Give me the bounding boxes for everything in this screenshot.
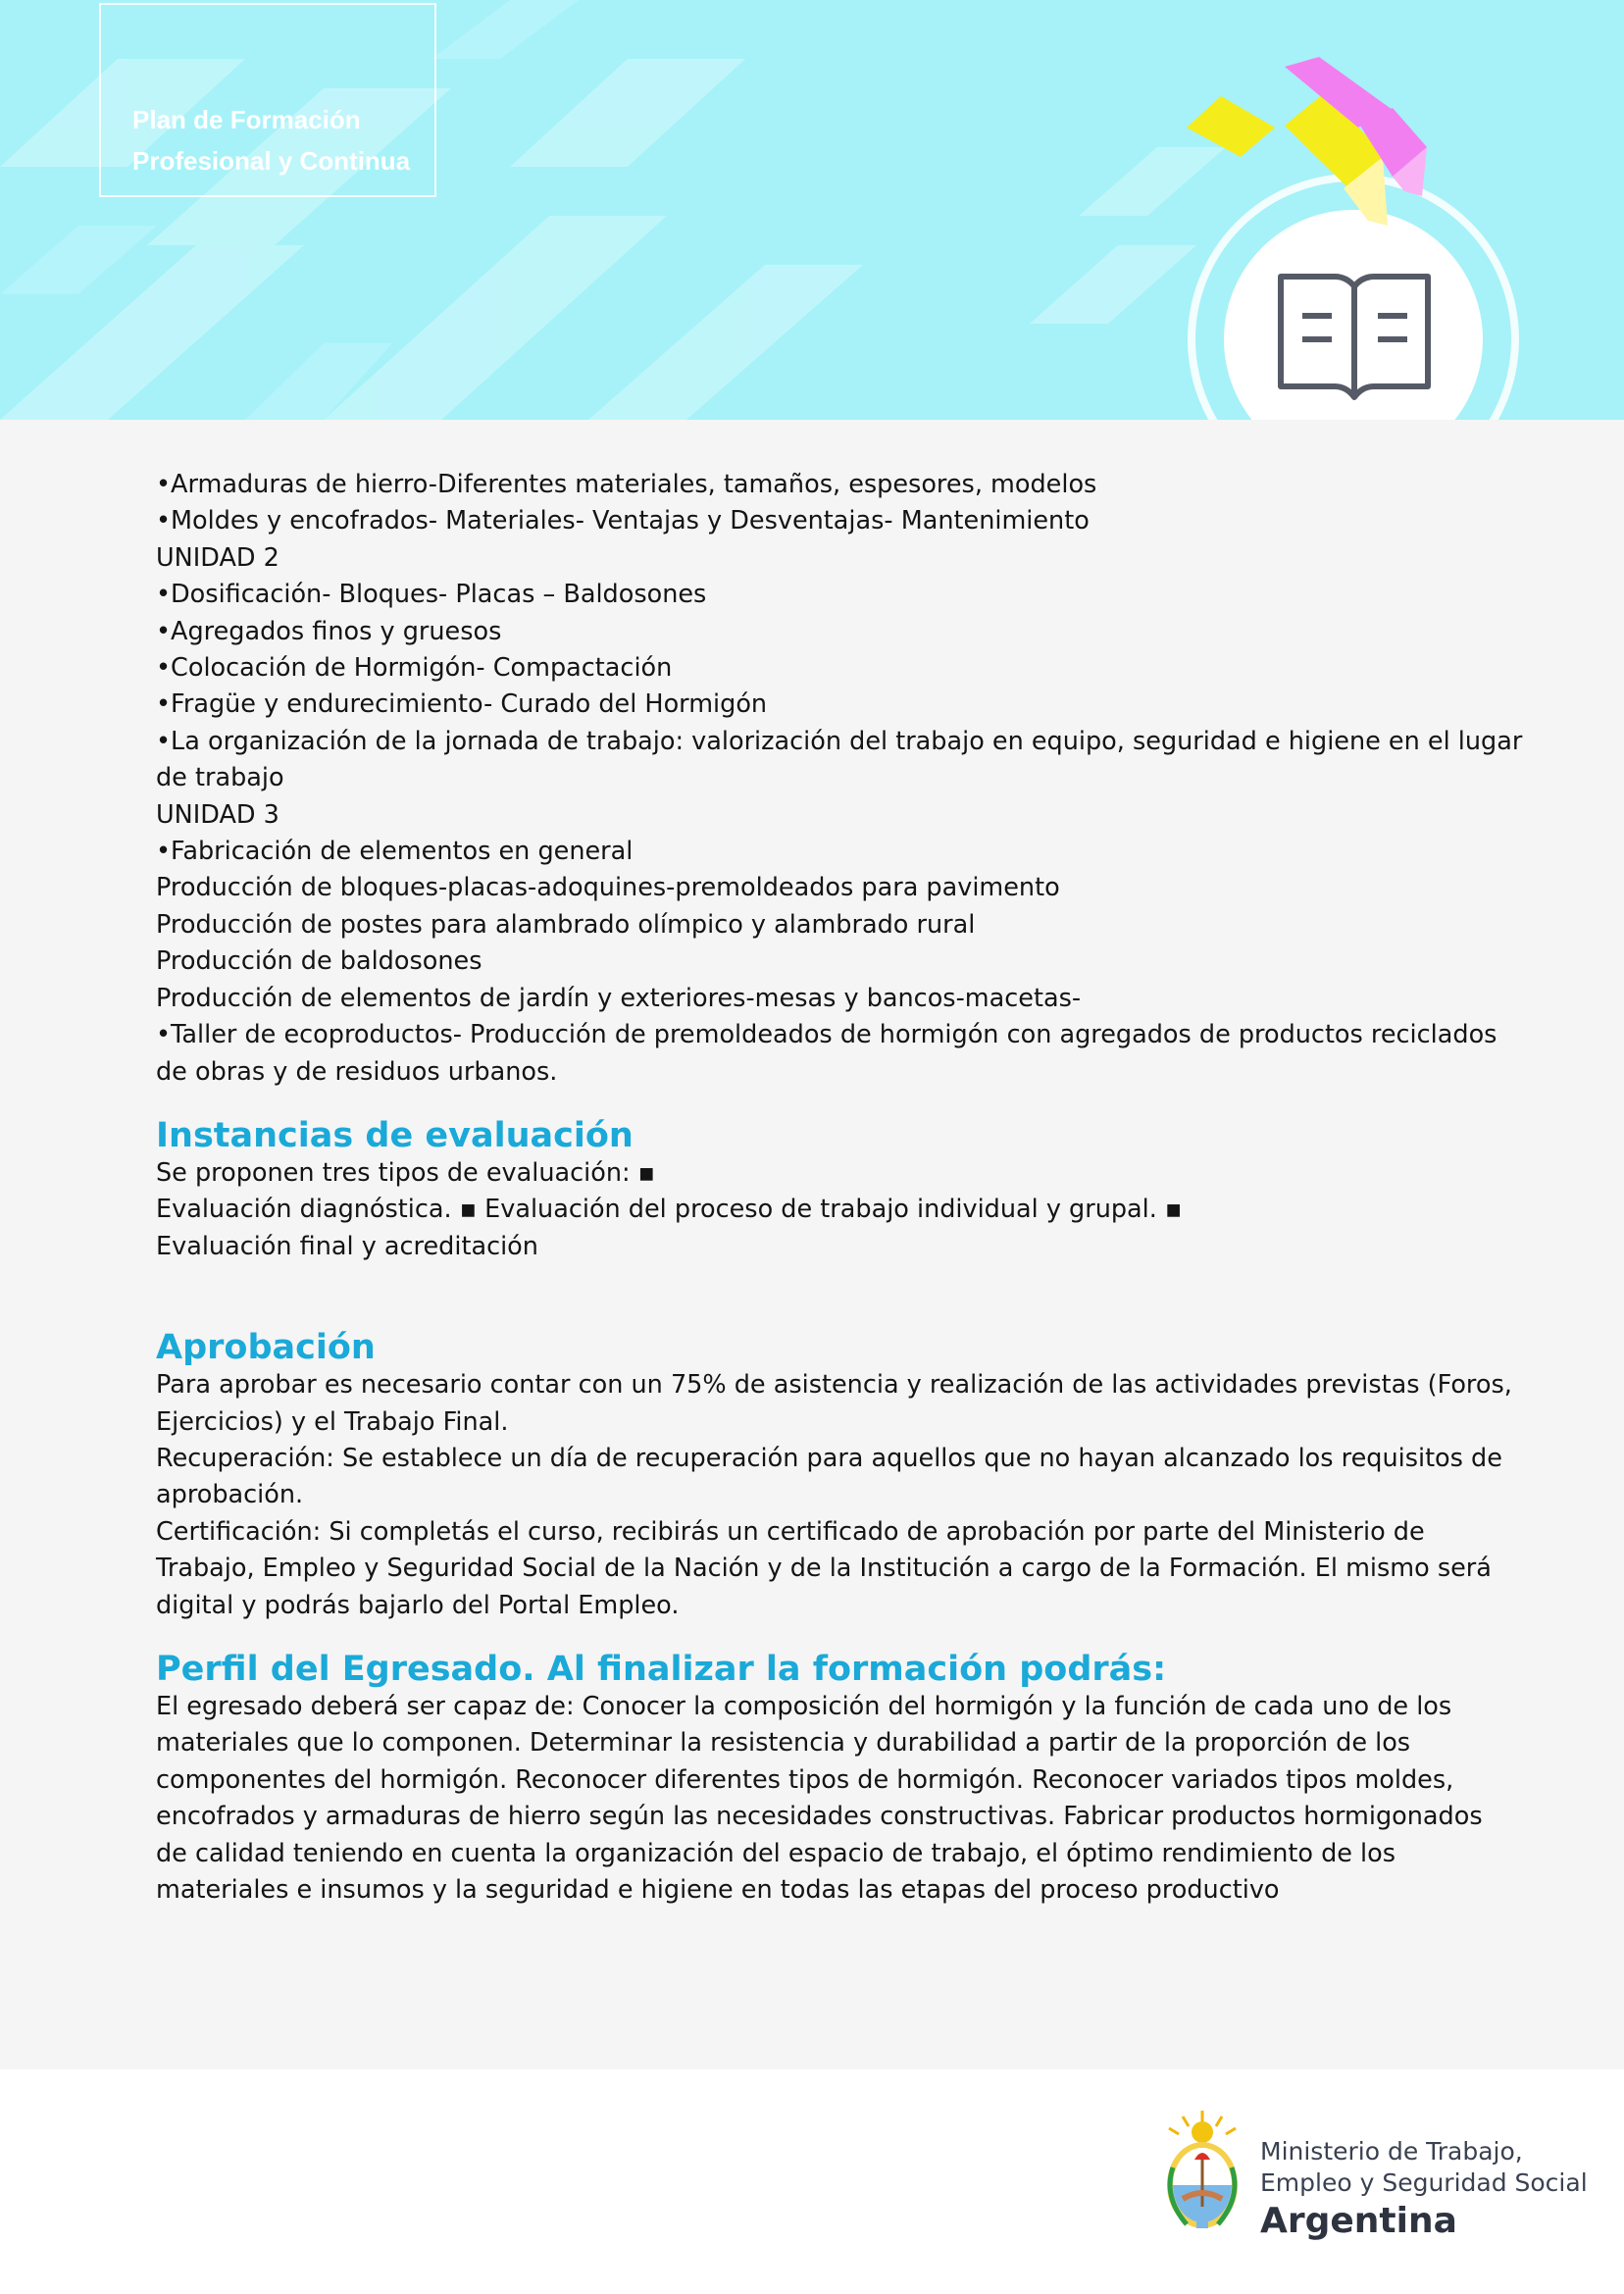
ministry-line1: Ministerio de Trabajo, [1260, 2137, 1523, 2166]
evaluation-line: Se proponen tres tipos de evaluación: ▪ [156, 1157, 655, 1188]
argentina-coat-of-arms-icon [1153, 2109, 1251, 2236]
approval-line: Para aprobar es necesario contar con un 75% de asistencia y realización de las actividades previstas (Foros, [156, 1370, 1512, 1401]
ministry-logo-text [1260, 2136, 1588, 2244]
list-item: •La organización de la jornada de trabajo: valorización del trabajo en equipo, seguridad e higiene en el lugar [156, 726, 1523, 756]
header-banner [0, 0, 1624, 420]
unit1-section [156, 467, 1490, 540]
evaluation-section [156, 1116, 1490, 1265]
profile-line: El egresado deberá ser capaz de: Conocer la composición del hormigón y la función de cada uno de los [156, 1691, 1452, 1721]
list-item: •Taller de ecoproductos- Producción de premoldeados de hormigón con agregados de productos reciclados [156, 1020, 1497, 1050]
document-body [156, 467, 1523, 1909]
approval-line: aprobación. [156, 1480, 304, 1510]
unit2-section [156, 540, 1523, 797]
approval-section [156, 1328, 1512, 1624]
approval-line: Ejercicios) y el Trabajo Final. [156, 1406, 509, 1437]
profile-line: materiales e insumos y la seguridad e higiene en todas las etapas del proceso productivo [156, 1875, 1280, 1905]
program-title-line2: Profesional y Continua [132, 146, 411, 176]
program-title-box [99, 3, 436, 197]
list-item: •Fragüe y endurecimiento- Curado del Hormigón [156, 689, 768, 720]
approval-line: digital y podrás bajarlo del Portal Empleo. [156, 1590, 680, 1620]
unit3-title: UNIDAD 3 [156, 799, 279, 830]
list-item: de trabajo [156, 763, 284, 793]
list-item: •Armaduras de hierro-Diferentes materiales, tamaños, espesores, modelos [156, 470, 1097, 499]
approval-line: Recuperación: Se establece un día de recuperación para aquellos que no hayan alcanzado los requisitos de [156, 1443, 1502, 1473]
profile-line: materiales que lo componen. Determinar la resistencia y durabilidad a partir de la proporción de los [156, 1728, 1411, 1759]
approval-line: Certificación: Si completás el curso, recibirás un certificado de aprobación por parte del Ministerio de [156, 1516, 1425, 1547]
profile-line: componentes del hormigón. Reconocer diferentes tipos de hormigón. Reconocer variados tipos moldes, [156, 1764, 1454, 1795]
list-item: •Moldes y encofrados- Materiales- Ventajas y Desventajas- Mantenimiento [156, 506, 1090, 536]
evaluation-heading: Instancias de evaluación [156, 1115, 634, 1155]
profile-line: de calidad teniendo en cuenta la organización del espacio de trabajo, el óptimo rendimiento de los [156, 1838, 1396, 1868]
list-item: •Colocación de Hormigón- Compactación [156, 653, 673, 684]
profile-line: encofrados y armaduras de hierro según las necesidades constructivas. Fabricar productos hormigonados [156, 1802, 1483, 1832]
ministry-line2: Empleo y Seguridad Social [1260, 2168, 1588, 2197]
unit2-title: UNIDAD 2 [156, 542, 279, 573]
evaluation-line: Evaluación diagnóstica. ▪ Evaluación del proceso de trabajo individual y grupal. ▪ [156, 1195, 1183, 1225]
list-item: Producción de elementos de jardín y exteriores-mesas y bancos-macetas- [156, 983, 1082, 1013]
program-title [132, 99, 427, 181]
list-item: de obras y de residuos urbanos. [156, 1056, 558, 1087]
list-item: •Dosificación- Bloques- Placas – Baldosones [156, 580, 707, 610]
list-item: •Agregados finos y gruesos [156, 616, 502, 646]
list-item: •Fabricación de elementos en general [156, 837, 634, 867]
program-title-line1: Plan de Formación [132, 105, 361, 134]
approval-heading: Aprobación [156, 1328, 376, 1368]
list-item: Producción de postes para alambrado olímpico y alambrado rural [156, 909, 976, 940]
profile-section [156, 1650, 1490, 1909]
evaluation-line: Evaluación final y acreditación [156, 1231, 538, 1261]
list-item: Producción de bloques-placas-adoquines-premoldeados para pavimento [156, 873, 1060, 903]
unit3-section [156, 797, 1497, 1091]
approval-line: Trabajo, Empleo y Seguridad Social de la Nación y de la Institución a cargo de la Formación. El mismo será [156, 1554, 1492, 1584]
list-item: Producción de baldosones [156, 946, 482, 977]
profile-heading: Perfil del Egresado. Al finalizar la formación podrás: [156, 1649, 1167, 1689]
country-name: Argentina [1260, 2201, 1457, 2241]
